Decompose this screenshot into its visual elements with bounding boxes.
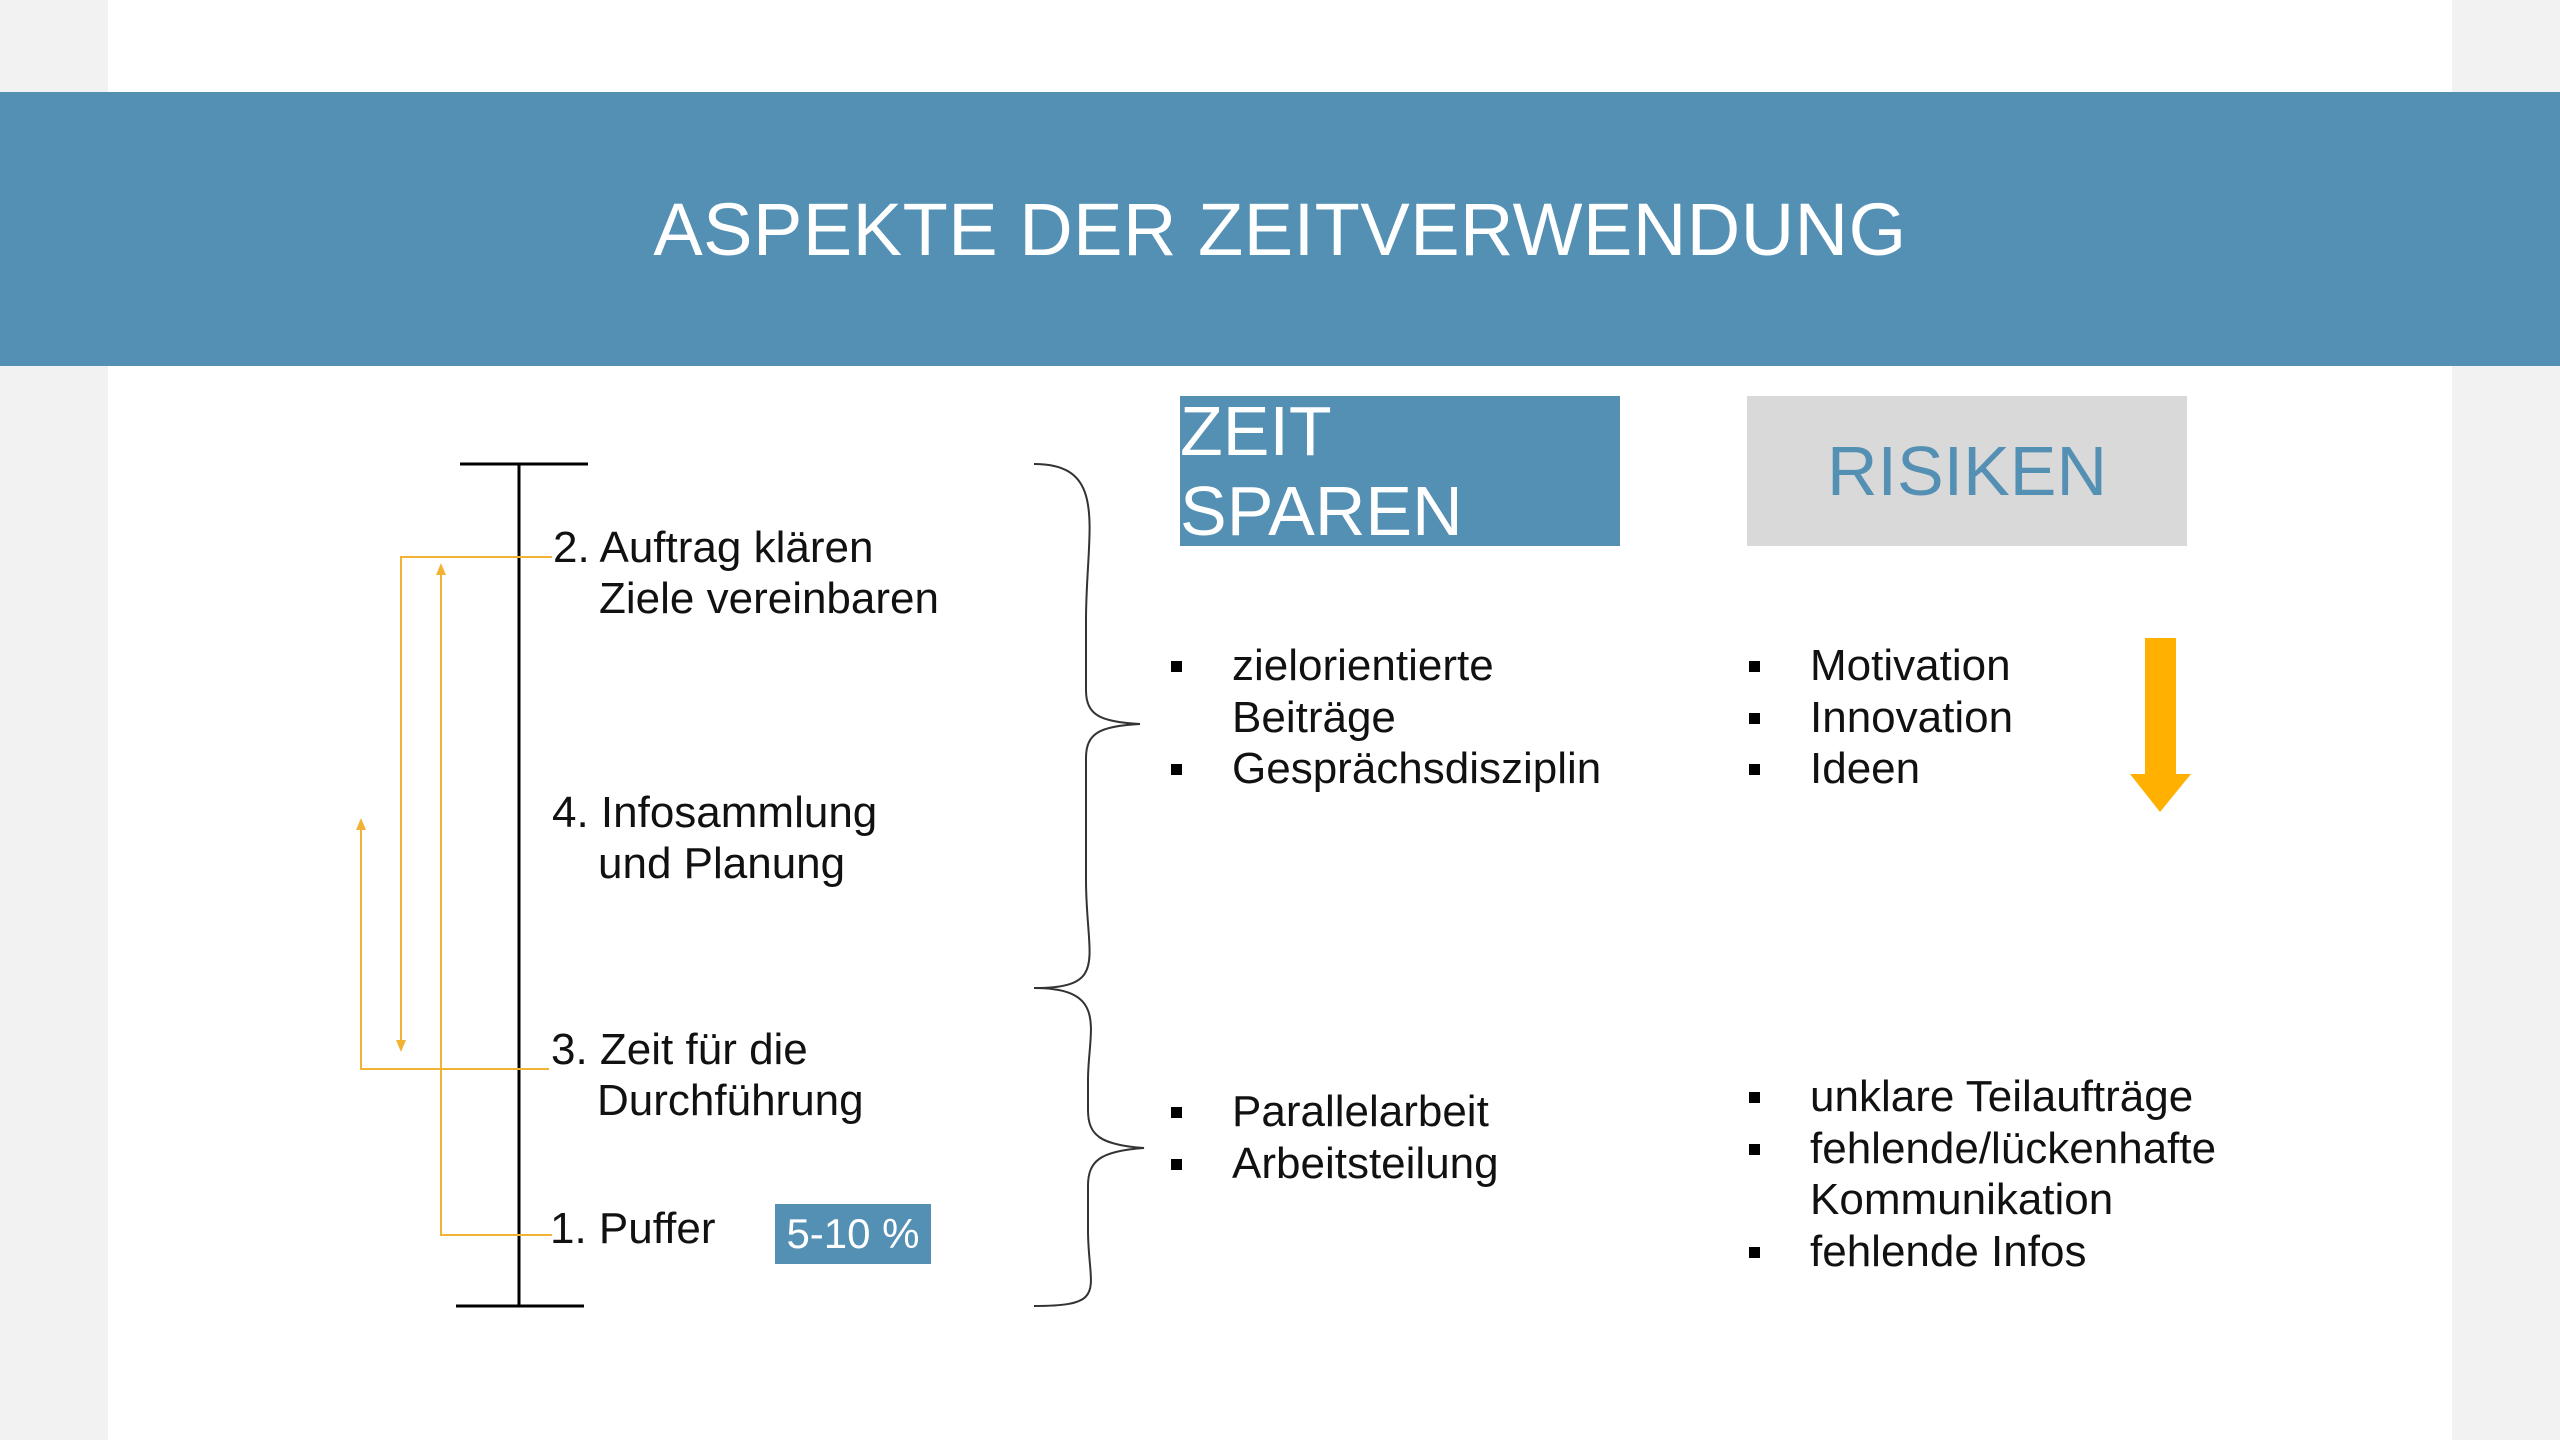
arrow-down-icon	[2130, 638, 2191, 812]
list-item: zielorientierte Beiträge	[1171, 640, 1601, 743]
zeit-sparen-list-top	[1171, 640, 1601, 795]
list-item: Ideen	[1749, 743, 2013, 795]
timeline-item-durchfuehrung-line1: 3. Zeit für die	[551, 1025, 808, 1074]
connector-durchfuehrung	[361, 825, 549, 1069]
arrowhead-up-puffer	[436, 563, 446, 575]
page-title: ASPEKTE DER ZEITVERWENDUNG	[653, 187, 1907, 271]
arrowhead-up-durchfuehrung	[356, 818, 366, 830]
list-item: Parallelarbeit	[1171, 1086, 1499, 1138]
timeline-item-infosammlung	[552, 787, 877, 889]
timeline-item-auftrag-line1: 2. Auftrag klären	[553, 523, 874, 572]
puffer-badge: 5-10 %	[775, 1204, 931, 1264]
arrowhead-down	[396, 1040, 406, 1052]
timeline-item-infosammlung-line1: 4. Infosammlung	[552, 788, 878, 837]
list-item: Gesprächsdisziplin	[1171, 743, 1601, 795]
brace-upper	[1034, 464, 1140, 988]
risiken-header: RISIKEN	[1747, 396, 2187, 546]
zeit-sparen-header: ZEIT SPAREN	[1180, 396, 1620, 546]
list-item: Arbeitsteilung	[1171, 1138, 1499, 1190]
list-item: fehlende/lückenhafte Kommunikation	[1749, 1123, 2216, 1226]
list-item: Innovation	[1749, 692, 2013, 744]
timeline-item-puffer: 1. Puffer	[550, 1204, 716, 1253]
timeline-item-durchfuehrung-line2: Durchführung	[597, 1076, 864, 1125]
connector-group	[361, 557, 552, 1235]
timeline-item-auftrag	[553, 522, 939, 624]
list-item: unklare Teilaufträge	[1749, 1071, 2216, 1123]
connector-auftrag	[401, 557, 552, 1045]
list-item: fehlende Infos	[1749, 1226, 2216, 1278]
timeline-item-durchfuehrung	[551, 1024, 864, 1126]
connector-puffer	[441, 570, 552, 1235]
brace-lower	[1034, 988, 1144, 1306]
list-item: Motivation	[1749, 640, 2013, 692]
risiken-list-top	[1749, 640, 2013, 795]
zeit-sparen-list-bottom	[1171, 1086, 1499, 1189]
risiken-list-bottom	[1749, 1071, 2216, 1277]
timeline-item-infosammlung-line2: und Planung	[598, 839, 846, 888]
timeline-item-auftrag-line2: Ziele vereinbaren	[599, 574, 939, 623]
